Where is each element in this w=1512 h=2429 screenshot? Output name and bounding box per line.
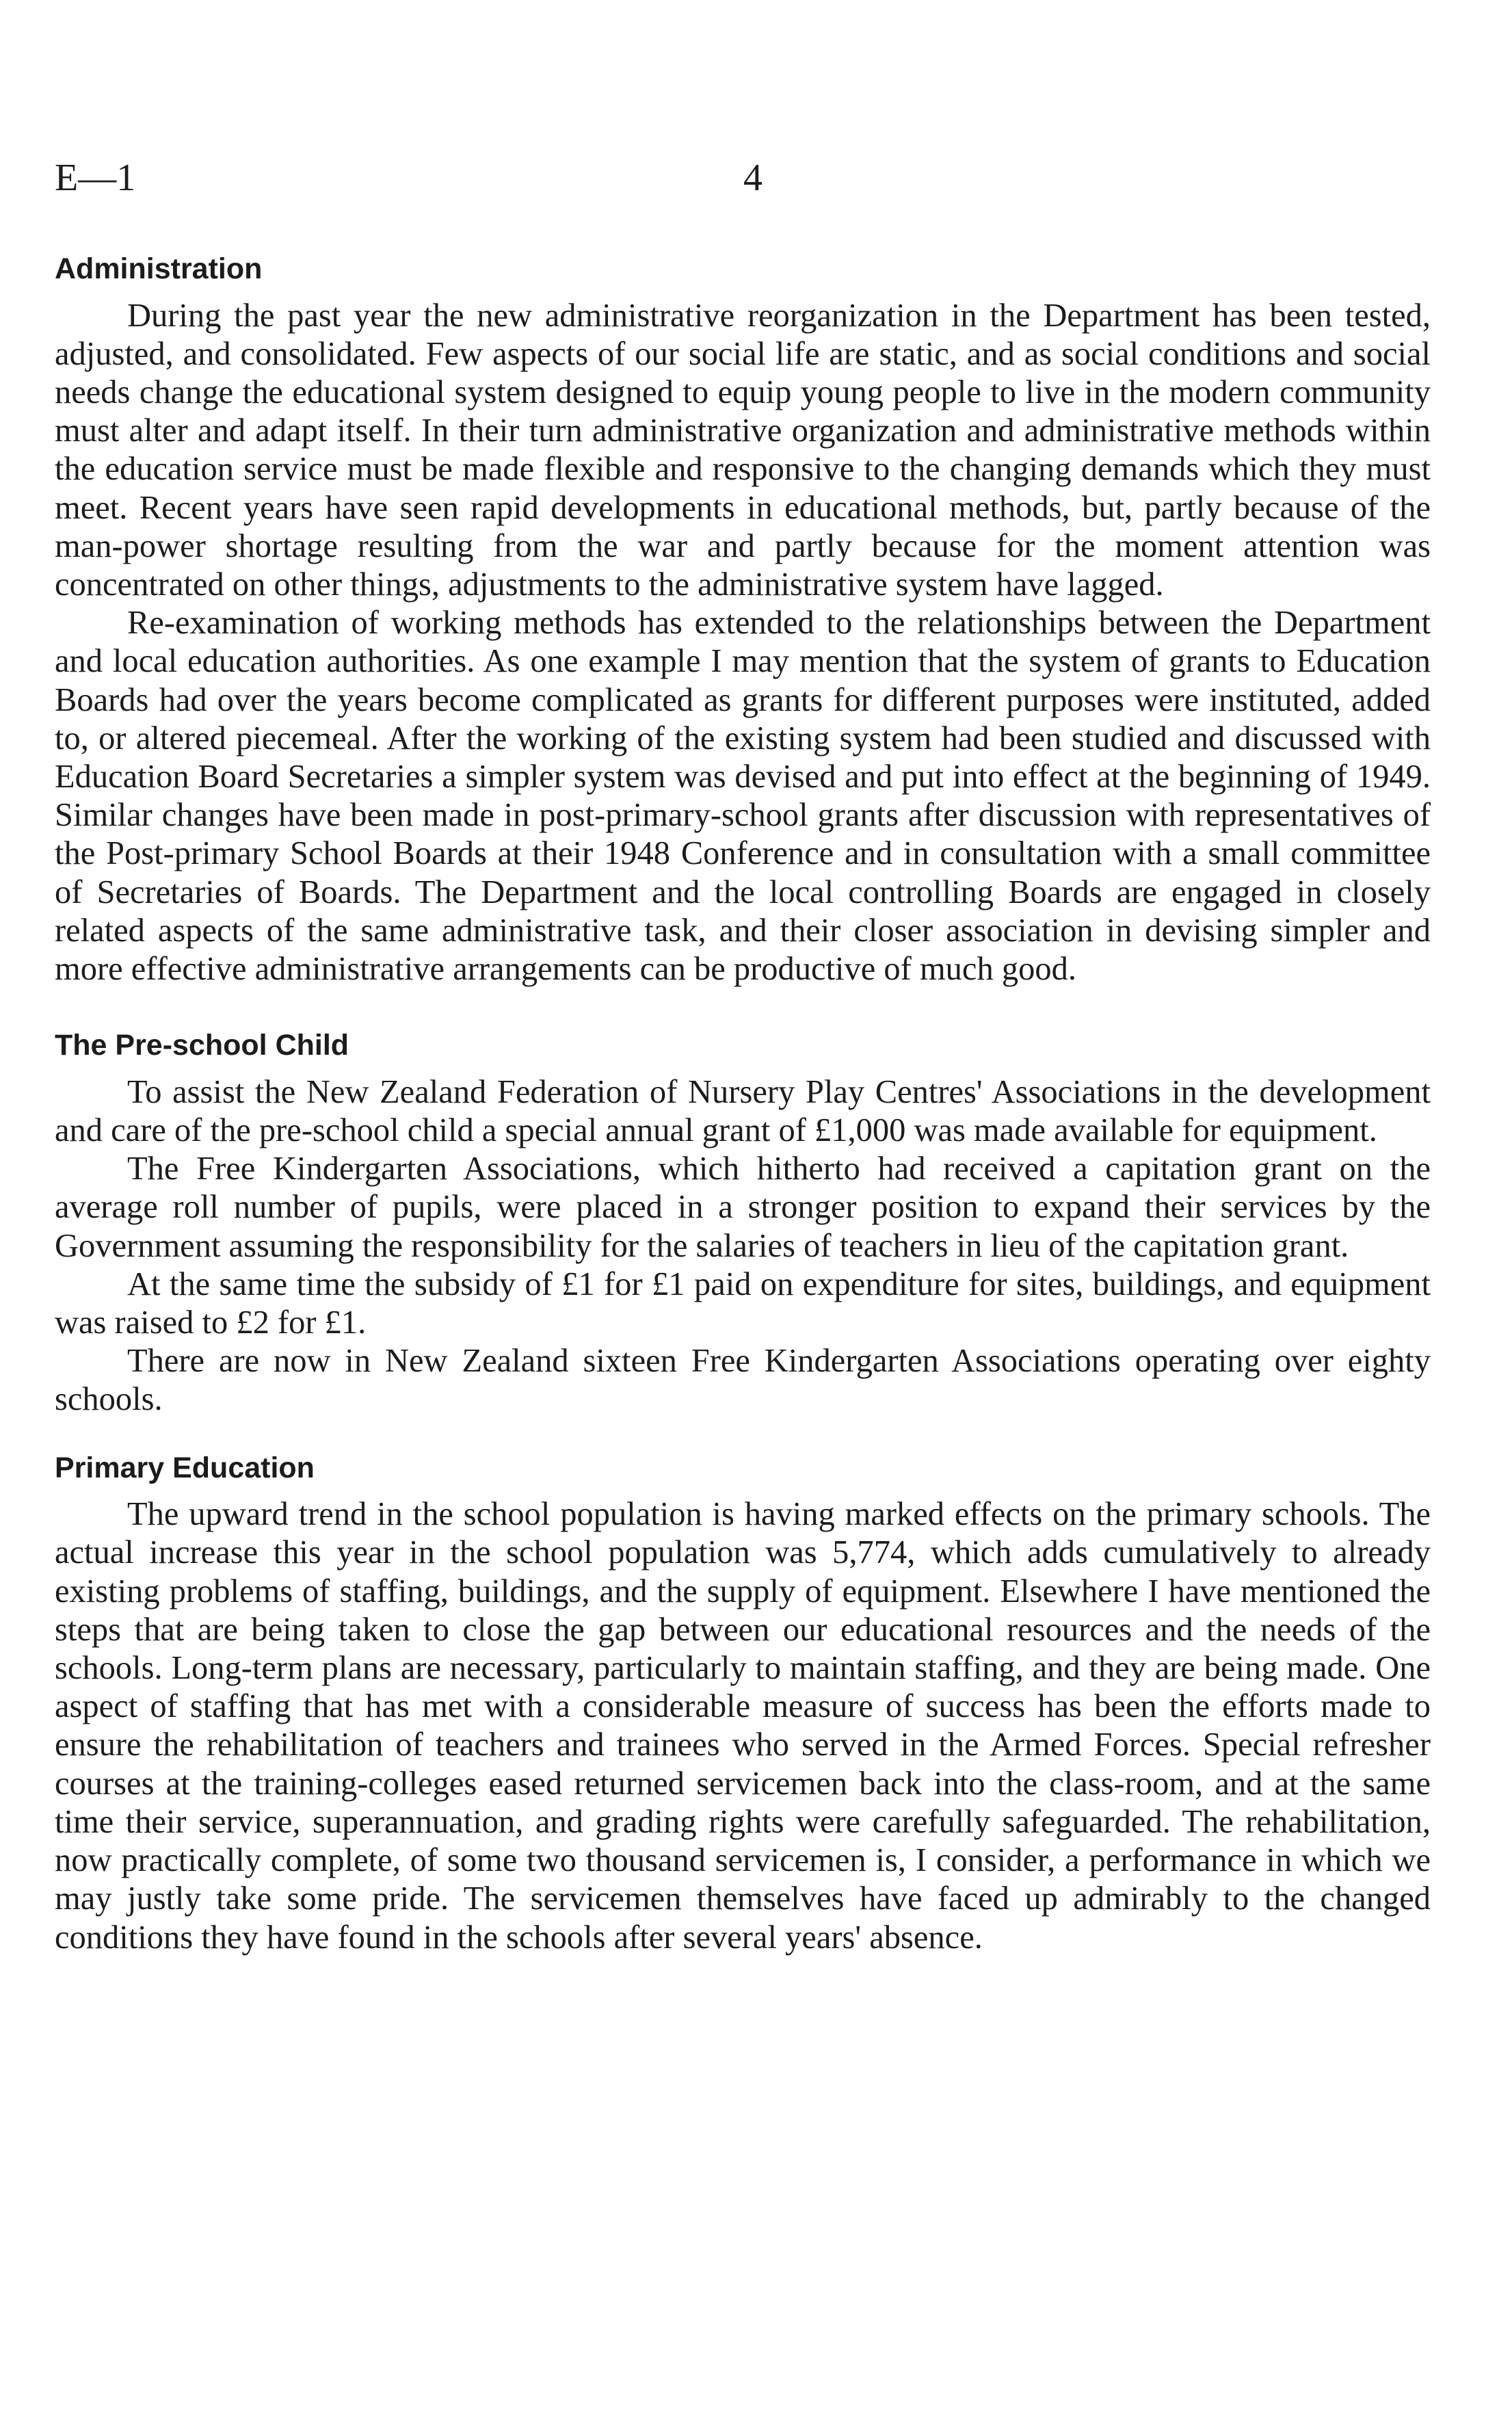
section-heading: The Pre-school Child (55, 1029, 349, 1062)
page-header (55, 156, 1457, 204)
page-number: 4 (743, 157, 762, 199)
section-administration (55, 252, 1431, 988)
paragraph: To assist the New Zealand Federation of Nursery Play Centres' Associations in the development and care of the pre-school child a special annual grant of £1,000 was made available for equipment. (55, 1073, 1431, 1149)
paragraph: During the past year the new administrative reorganization in the Department has been tested, adjusted, and consolidated. Few aspects of our social life are static, and as social conditions and social needs change the educational system designed to equip young people to live in the modern community must alter and adapt itself. In their turn administrative organization and administrative methods within the education service must be made flexible and responsive to the changing demands which they must meet. Recent years have seen rapid developments in educational methods, but, partly because of the man-power shortage resulting from the war and partly because for the moment attention was concentrated on other things, adjustments to the administrative system have lagged. (55, 297, 1431, 603)
section-heading: Administration (55, 252, 263, 285)
paragraph: Re-examination of working methods has extended to the relationships between the Department and local education authorities. As one example I may mention that the system of grants to Education Boards had over the years become complicated as grants for different purposes were instituted, added to, or altered piecemeal. After the working of the existing system had been studied and discussed with Education Board Secretaries a simpler system was devised and put into effect at the beginning of 1949. Similar changes have been made in post-primary-school grants after discussion with representatives of the Post-primary School Boards at their 1948 Conference and in consultation with a small committee of Secretaries of Boards. The Department and the local controlling Boards are engaged in closely related aspects of the same administrative task, and their closer association in devising simpler and more effective administrative arrangements can be productive of much good. (55, 605, 1431, 988)
paragraph: The upward trend in the school population is having marked effects on the primary schools. The actual increase this year in the school population was 5,774, which adds cumulatively to already existing problems of staffing, buildings, and the supply of equipment. Elsewhere I have mentioned the steps that are being taken to close the gap between our educational resources and the needs of the schools. Long-term plans are necessary, particularly to maintain staffing, and they are being made. One aspect of staffing that has met with a considerable measure of success has been the efforts made to ensure the rehabilitation of teachers and trainees who served in the Armed Forces. Special refresher courses at the training-colleges eased returned servicemen back into the class-room, and at the same time their service, superannuation, and grading rights were carefully safeguarded. The rehabilitation, now practically complete, of some two thousand servicemen is, I consider, a performance in which we may justly take some pride. The servicemen themselves have faced up admirably to the changed conditions they have found in the schools after several years' absence. (55, 1496, 1431, 1956)
document-reference: E—1 (55, 157, 136, 199)
paragraph: The Free Kindergarten Associations, which hitherto had received a capitation grant on the average roll number of pupils, were placed in a stronger position to expand their services by the Government assuming the responsibility for the salaries of teachers in lieu of the capitation grant. (55, 1151, 1431, 1264)
paragraph: There are now in New Zealand sixteen Free Kindergarten Associations operating over eighty schools. (55, 1343, 1431, 1418)
section-primary-education (55, 1451, 1431, 1957)
section-pre-school-child (55, 1028, 1431, 1419)
page-content (55, 252, 1431, 1997)
paragraph: At the same time the subsidy of £1 for £1 paid on expenditure for sites, buildings, and equipment was raised to £2 for £1. (55, 1265, 1431, 1341)
section-heading: Primary Education (55, 1451, 315, 1484)
